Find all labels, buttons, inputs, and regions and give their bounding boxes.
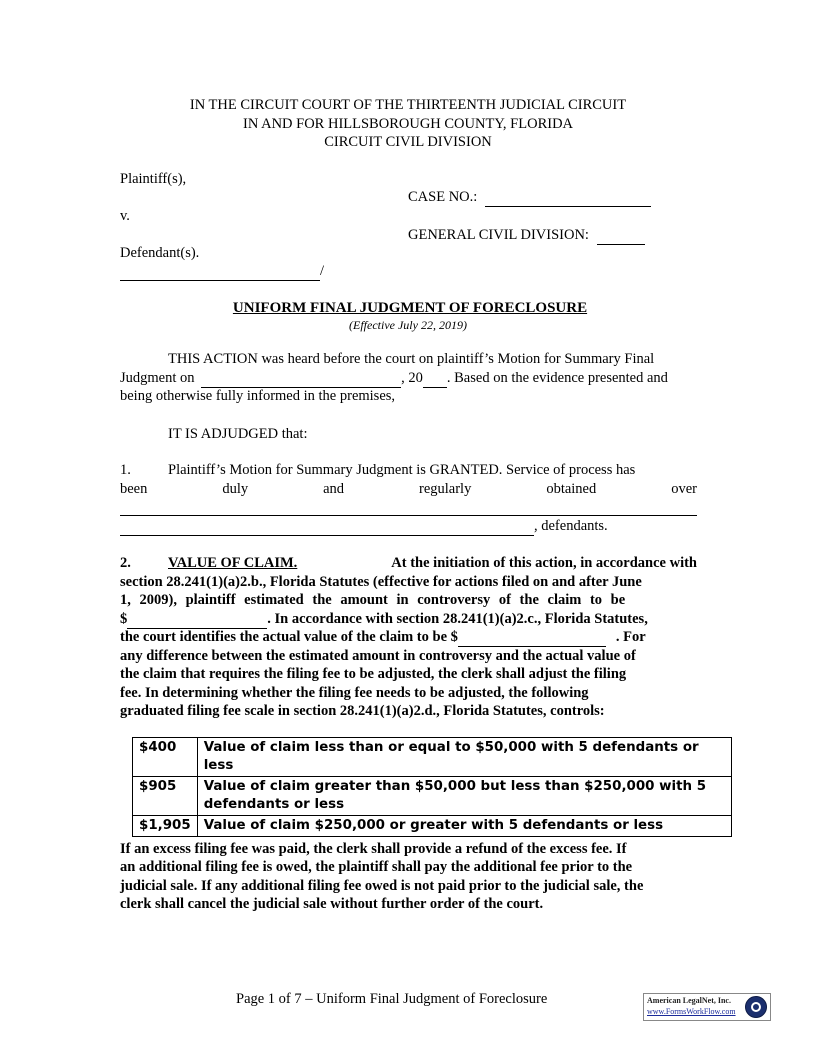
division-label: GENERAL CIVIL DIVISION: xyxy=(408,227,589,243)
estimated-amount-blank[interactable] xyxy=(127,611,267,629)
adjudged-statement: IT IS ADJUDGED that: xyxy=(168,426,308,442)
item-2-line-3: 1, 2009), plaintiff estimated the amount in controversy of the claim to be xyxy=(120,592,626,608)
item-1-word: over xyxy=(671,481,697,497)
logo-website-link[interactable]: www.FormsWorkFlow.com xyxy=(647,1007,736,1016)
item-2-line-5 xyxy=(120,629,646,647)
caption-slash: / xyxy=(320,263,325,279)
hearing-date-blank[interactable] xyxy=(201,370,401,388)
item-2-line-1 xyxy=(168,555,697,572)
document-title: UNIFORM FINAL JUDGMENT OF FORECLOSURE xyxy=(232,300,588,316)
case-number-label: CASE NO.: xyxy=(408,189,478,205)
plaintiff-label: Plaintiff(s), xyxy=(120,171,187,187)
page-footer: Page 1 of 7 – Uniform Final Judgment of Foreclosure xyxy=(236,991,548,1007)
fee-amount: $1,905 xyxy=(133,816,198,837)
intro-year-prefix: , 20 xyxy=(401,370,423,386)
fee-amount: $400 xyxy=(133,738,198,777)
effective-date: (Effective July 22, 2019) xyxy=(349,318,467,332)
item-1-line-2 xyxy=(120,481,697,498)
closing-line-2: an additional filing fee is owed, the plaintiff shall pay the additional fee prior to the xyxy=(120,859,633,875)
item-2-number: 2. xyxy=(120,555,131,571)
logo-emblem-icon xyxy=(745,996,767,1018)
item-1-word: duly xyxy=(222,481,249,497)
intro-line-2 xyxy=(120,370,668,388)
publisher-logo[interactable] xyxy=(643,993,771,1021)
item-2-line-5-end: . For xyxy=(615,629,646,645)
item-2-line-7: the claim that requires the filing fee to be adjusted, the clerk shall adjust the filing xyxy=(120,666,627,682)
case-number-field xyxy=(408,189,651,207)
fee-description: Value of claim greater than $50,000 but less than $250,000 with 5 defendants or less xyxy=(197,777,731,816)
closing-line-1: If an excess filing fee was paid, the clerk shall provide a refund of the excess fee. If xyxy=(120,841,627,857)
court-header-line-2: IN AND FOR HILLSBOROUGH COUNTY, FLORIDA xyxy=(242,116,574,132)
item-2-line-6: any difference between the estimated amount in controversy and the actual value of xyxy=(120,648,636,664)
item-2-line-9: graduated filing fee scale in section 28.241(1)(a)2.d., Florida Statutes, controls: xyxy=(120,703,605,719)
table-row xyxy=(133,777,732,816)
fee-description: Value of claim $250,000 or greater with 5 defendants or less xyxy=(197,816,731,837)
fee-description: Value of claim less than or equal to $50,000 with 5 defendants or less xyxy=(197,738,731,777)
division-blank[interactable] xyxy=(597,227,645,245)
defendants-suffix: , defendants. xyxy=(534,518,608,534)
fee-amount: $905 xyxy=(133,777,198,816)
intro-line-2-rest: . Based on the evidence presented and xyxy=(446,370,668,386)
filing-fee-table xyxy=(132,737,732,837)
defendants-blank-line-1[interactable] xyxy=(120,514,697,516)
item-1-word: been xyxy=(120,481,148,497)
item-1-word: regularly xyxy=(419,481,472,497)
logo-company-name: American LegalNet, Inc. xyxy=(647,996,731,1005)
item-1-line-4 xyxy=(120,518,608,536)
intro-line-1: THIS ACTION was heard before the court on plaintiff’s Motion for Summary Final xyxy=(168,351,655,367)
defendants-blank-line-2[interactable] xyxy=(120,518,534,536)
item-2-line-1-text: At the initiation of this action, in accordance with xyxy=(391,555,697,571)
hearing-year-blank[interactable] xyxy=(423,370,447,388)
case-number-blank[interactable] xyxy=(485,189,651,207)
division-field xyxy=(408,227,645,245)
item-2-line-5-text: the court identifies the actual value of the claim to be $ xyxy=(120,629,458,645)
item-1-number: 1. xyxy=(120,462,131,478)
versus-label: v. xyxy=(120,208,130,224)
item-1-line-1: Plaintiff’s Motion for Summary Judgment is GRANTED. Service of process has xyxy=(168,462,636,478)
item-2-line-4-text: . In accordance with section 28.241(1)(a)2.c., Florida Statutes, xyxy=(267,611,648,627)
closing-line-3: judicial sale. If any additional filing fee owed is not paid prior to the judicial sale, the xyxy=(120,878,644,894)
court-header-line-3: CIRCUIT CIVIL DIVISION xyxy=(324,134,492,150)
estimated-dollar-sign: $ xyxy=(120,611,128,627)
value-of-claim-heading: VALUE OF CLAIM. xyxy=(168,555,298,571)
table-row xyxy=(133,738,732,777)
intro-judgment-on: Judgment on xyxy=(120,370,195,386)
item-1-word: and xyxy=(323,481,345,497)
table-row xyxy=(133,816,732,837)
intro-line-3: being otherwise fully informed in the premises, xyxy=(120,388,396,404)
item-2-line-8: fee. In determining whether the filing fee needs to be adjusted, the following xyxy=(120,685,589,701)
defendant-label: Defendant(s). xyxy=(120,245,200,261)
defendant-signature-line xyxy=(120,263,324,281)
actual-value-blank[interactable] xyxy=(458,629,606,647)
item-2-line-2: section 28.241(1)(a)2.b., Florida Statutes (effective for actions filed on and after June xyxy=(120,574,642,590)
item-2-line-4 xyxy=(120,611,648,629)
defendant-blank[interactable] xyxy=(120,263,320,281)
item-1-word: obtained xyxy=(546,481,597,497)
court-header-line-1: IN THE CIRCUIT COURT OF THE THIRTEENTH JUDICIAL CIRCUIT xyxy=(189,97,627,113)
closing-line-4: clerk shall cancel the judicial sale without further order of the court. xyxy=(120,896,544,912)
